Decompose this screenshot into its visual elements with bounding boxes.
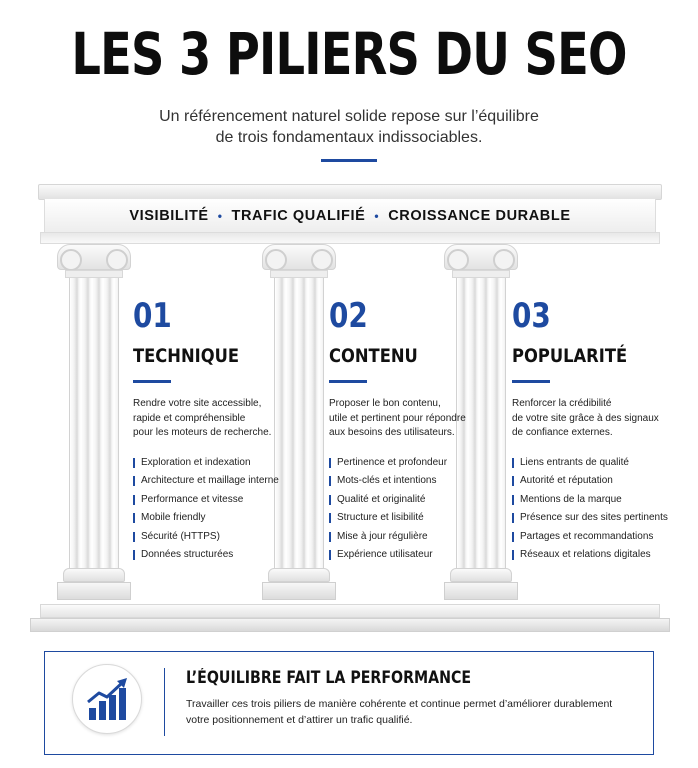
page-title: LES 3 PILIERS DU SEO — [71, 20, 627, 88]
column-base — [450, 568, 512, 582]
tagline-word-trafic: TRAFIC QUALIFIÉ — [231, 208, 366, 224]
pillar-technique — [133, 296, 308, 565]
column-base — [268, 568, 330, 582]
list-item: Liens entrants de qualité — [512, 454, 687, 473]
column-base — [63, 568, 125, 582]
column-plinth — [444, 582, 518, 600]
column-capital — [444, 244, 518, 270]
column-neck — [452, 270, 510, 278]
pillar-description-line: de votre site grâce à des signaux — [512, 412, 659, 424]
pillar-title: POPULARITÉ — [512, 345, 628, 367]
title-underline — [321, 159, 377, 162]
list-item: Structure et lisibilité — [329, 509, 504, 528]
list-item: Qualité et originalité — [329, 491, 504, 510]
pillar-description-line: aux besoins des utilisateurs. — [329, 427, 455, 438]
list-item: Sécurité (HTTPS) — [133, 528, 308, 547]
temple-step-upper — [40, 604, 660, 618]
column-plinth — [262, 582, 336, 600]
pillar-popularite — [512, 296, 687, 565]
pillar-list — [133, 454, 308, 565]
column-plinth — [57, 582, 131, 600]
list-item: Mentions de la marque — [512, 491, 687, 510]
icon-bar — [119, 688, 126, 720]
pillar-description-line: Rendre votre site accessible, — [133, 398, 262, 409]
icon-bar — [89, 708, 96, 720]
temple-step-lower — [30, 618, 670, 632]
pillar-number: 02 — [329, 296, 368, 336]
subtitle-line-1: Un référencement naturel solide repose sur l’équilibre — [159, 108, 539, 125]
list-item: Mots-clés et intentions — [329, 472, 504, 491]
pillar-description-line: Renforcer la crédibilité — [512, 398, 612, 409]
growth-chart-icon-graphic — [84, 676, 132, 724]
pillar-description-line: rapide et compréhensible — [133, 412, 246, 424]
list-item: Réseaux et relations digitales — [512, 546, 687, 565]
icon-bar — [109, 695, 116, 720]
temple-architrave — [44, 199, 656, 233]
column-shaft — [69, 278, 119, 568]
list-item: Autorité et réputation — [512, 472, 687, 491]
column-neck — [270, 270, 328, 278]
page-subtitle — [0, 106, 698, 148]
footer-divider — [164, 668, 165, 736]
tagline-word-croissance: CROISSANCE DURABLE — [388, 208, 571, 224]
icon-bar — [99, 701, 106, 720]
subtitle-line-2: de trois fondamentaux indissociables. — [215, 129, 483, 146]
column-icon — [57, 244, 131, 606]
pillar-list — [512, 454, 687, 565]
temple-frieze-base — [40, 232, 660, 244]
pillar-description — [329, 397, 504, 441]
tagline-separator-icon: • — [374, 209, 380, 223]
temple-cornice — [38, 184, 662, 200]
list-item: Présence sur des sites pertinents — [512, 509, 687, 528]
list-item: Performance et vitesse — [133, 491, 308, 510]
pillar-list — [329, 454, 504, 565]
pillar-description-line: de confiance externes. — [512, 427, 613, 438]
footer-text-line: votre positionnement et d’attirer un trafic qualifié. — [186, 713, 413, 726]
pillar-description — [133, 397, 308, 441]
pillar-contenu — [329, 296, 504, 565]
tagline — [129, 208, 570, 224]
pillar-number: 01 — [133, 296, 172, 336]
pillar-description-line: utile et pertinent pour répondre — [329, 412, 466, 424]
pillar-description — [512, 397, 687, 441]
list-item: Mobile friendly — [133, 509, 308, 528]
icon-trend-line — [88, 683, 122, 702]
column-neck — [65, 270, 123, 278]
growth-chart-icon — [72, 664, 142, 734]
list-item: Mise à jour régulière — [329, 528, 504, 547]
pillar-description-line: pour les moteurs de recherche. — [133, 427, 272, 438]
list-item: Architecture et maillage interne — [133, 472, 308, 491]
list-item: Exploration et indexation — [133, 454, 308, 473]
column-capital — [262, 244, 336, 270]
footer-title: L’ÉQUILIBRE FAIT LA PERFORMANCE — [186, 668, 472, 687]
pillar-underline — [329, 380, 367, 383]
pillar-title: TECHNIQUE — [133, 345, 240, 367]
pillar-number: 03 — [512, 296, 551, 336]
pillar-title: CONTENU — [329, 345, 418, 367]
list-item: Expérience utilisateur — [329, 546, 504, 565]
list-item: Données structurées — [133, 546, 308, 565]
list-item: Partages et recommandations — [512, 528, 687, 547]
tagline-word-visibilite: VISIBILITÉ — [129, 208, 209, 224]
column-capital — [57, 244, 131, 270]
tagline-separator-icon: • — [217, 209, 223, 223]
pillar-description-line: Proposer le bon contenu, — [329, 398, 441, 409]
list-item: Pertinence et profondeur — [329, 454, 504, 473]
footer-text-line: Travailler ces trois piliers de manière cohérente et continue permet d’améliorer durablement — [186, 698, 613, 710]
footer-box — [44, 651, 654, 755]
pillar-underline — [133, 380, 171, 383]
pillar-underline — [512, 380, 550, 383]
footer-text — [186, 697, 612, 728]
